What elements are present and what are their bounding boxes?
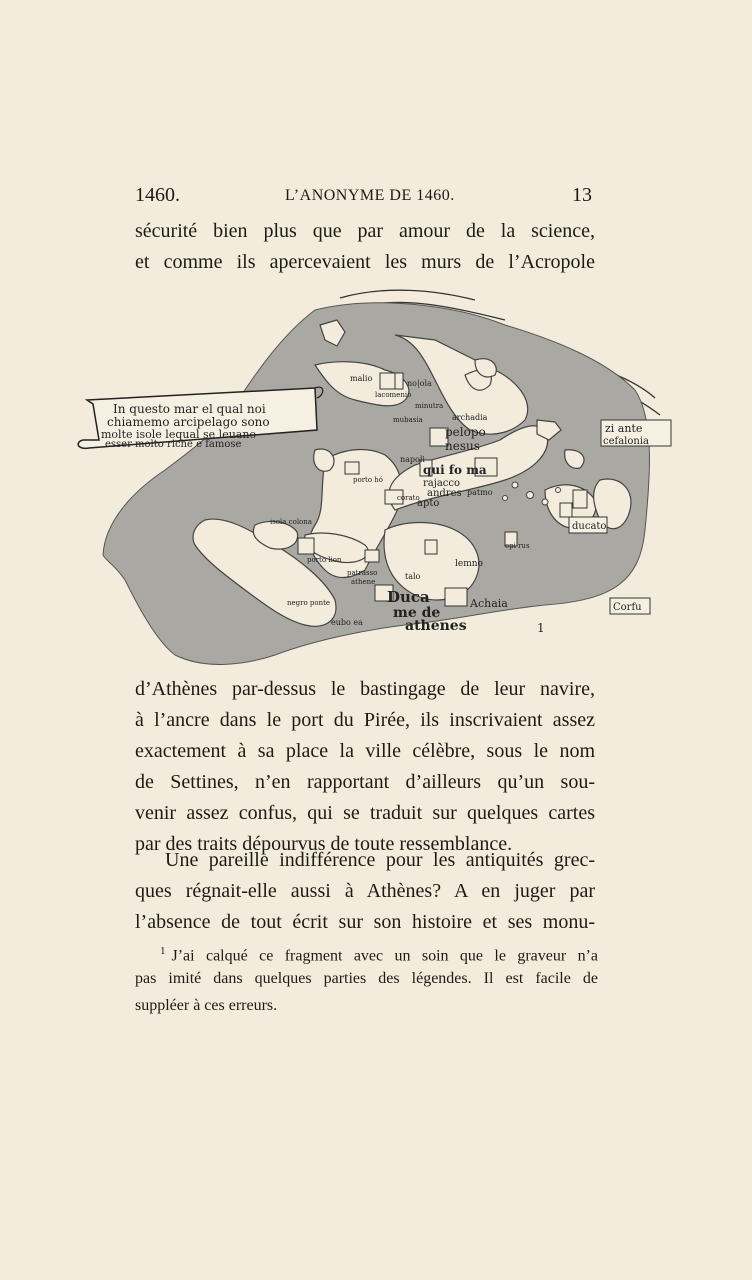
- map-label: porto hó: [353, 476, 384, 484]
- paragraph-top: [135, 216, 595, 278]
- map-label: minutra: [415, 402, 444, 410]
- map-label: isola colona: [270, 518, 312, 526]
- text-line: et comme ils apercevaient les murs de l’Acropole: [135, 251, 595, 273]
- map-label: ducato: [572, 521, 607, 532]
- footnote-number: 1: [160, 945, 166, 957]
- page-number: 13: [572, 184, 592, 206]
- map-label: qui fo ma: [423, 463, 487, 477]
- map-label: me de: [393, 605, 441, 621]
- map-label: Achaia: [470, 597, 508, 610]
- header-year: 1460.: [135, 184, 180, 206]
- map-label: zi ante: [605, 422, 643, 435]
- map-label: talo: [405, 572, 421, 581]
- footnote-line: [135, 938, 598, 965]
- map-label: mubasia: [393, 416, 423, 424]
- map-label: patmo: [467, 488, 493, 497]
- map-label: malio: [350, 374, 373, 383]
- footnote-line: pas imité dans quelques parties des légendes. Il est facile de: [135, 970, 598, 987]
- text-line: à l’ancre dans le port du Pirée, ils inscrivaient assez: [135, 709, 595, 731]
- text-line: sécurité bien plus que par amour de la science,: [135, 220, 595, 242]
- map-label: rajacco: [423, 478, 461, 489]
- map-label: pelopo: [445, 425, 486, 439]
- banner-line: chiamemo arcipelago sono: [107, 415, 270, 429]
- banner-line: esser molto riche e famose: [105, 439, 242, 450]
- text-line: Une pareille indifférence pour les antiquités grec-: [165, 849, 595, 871]
- footnote-line: suppléer à ces erreurs.: [135, 997, 278, 1014]
- map-label: archadia: [452, 413, 488, 422]
- map-label: Duca: [387, 588, 430, 606]
- banner-line: In questo mar el qual noi: [113, 402, 266, 416]
- banner-line: molte isole lequal se leuano: [101, 428, 257, 441]
- text-line: ques régnait-elle aussi à Athènes? A en juger par: [135, 880, 595, 902]
- text-line: l’absence de tout écrit sur son histoire et ses monu-: [135, 911, 595, 933]
- footnote: [135, 938, 598, 1019]
- paragraph-second: [135, 845, 595, 938]
- map-label: andres: [427, 488, 462, 499]
- map-label: athene: [351, 578, 376, 586]
- map-engraving: [75, 280, 675, 680]
- map-label: no|ola: [407, 379, 432, 388]
- map-label: patrasso: [347, 569, 378, 577]
- running-header: [135, 184, 592, 212]
- header-title: L’ANONYME DE 1460.: [285, 187, 455, 204]
- map-label: nesus: [445, 439, 480, 453]
- map-label: negro ponte: [287, 599, 331, 607]
- map-label: apto: [417, 498, 440, 509]
- paragraph-continued: [135, 674, 595, 860]
- text-line: venir assez confus, qui se traduit sur quelques cartes: [135, 802, 595, 824]
- map-label: napoli: [400, 455, 425, 464]
- text-line: exactement à sa place la ville célèbre, sous le nom: [135, 740, 595, 762]
- footnote-text: J’ai calqué ce fragment avec un soin que le graveur n’a: [171, 947, 598, 965]
- text-line: d’Athènes par-dessus le bastingage de leur navire,: [135, 678, 595, 700]
- footnote-marker: 1: [537, 621, 545, 635]
- text-line: de Settines, n’en rapportant d’ailleurs qu’un sou-: [135, 771, 595, 793]
- map-label: epi rus: [505, 542, 530, 550]
- map-label: porto lion: [307, 556, 342, 564]
- text-line: par des traits dépourvus de toute ressemblance.: [135, 833, 513, 855]
- map-label: Corfu: [613, 602, 642, 613]
- map-label: lacomenio: [375, 391, 412, 399]
- map-label: athenes: [405, 618, 467, 634]
- map-label: corato: [397, 494, 420, 502]
- map-label: cefalonia: [603, 436, 650, 447]
- map-label: lemno: [455, 559, 483, 569]
- map-label: eubo ea: [331, 618, 363, 627]
